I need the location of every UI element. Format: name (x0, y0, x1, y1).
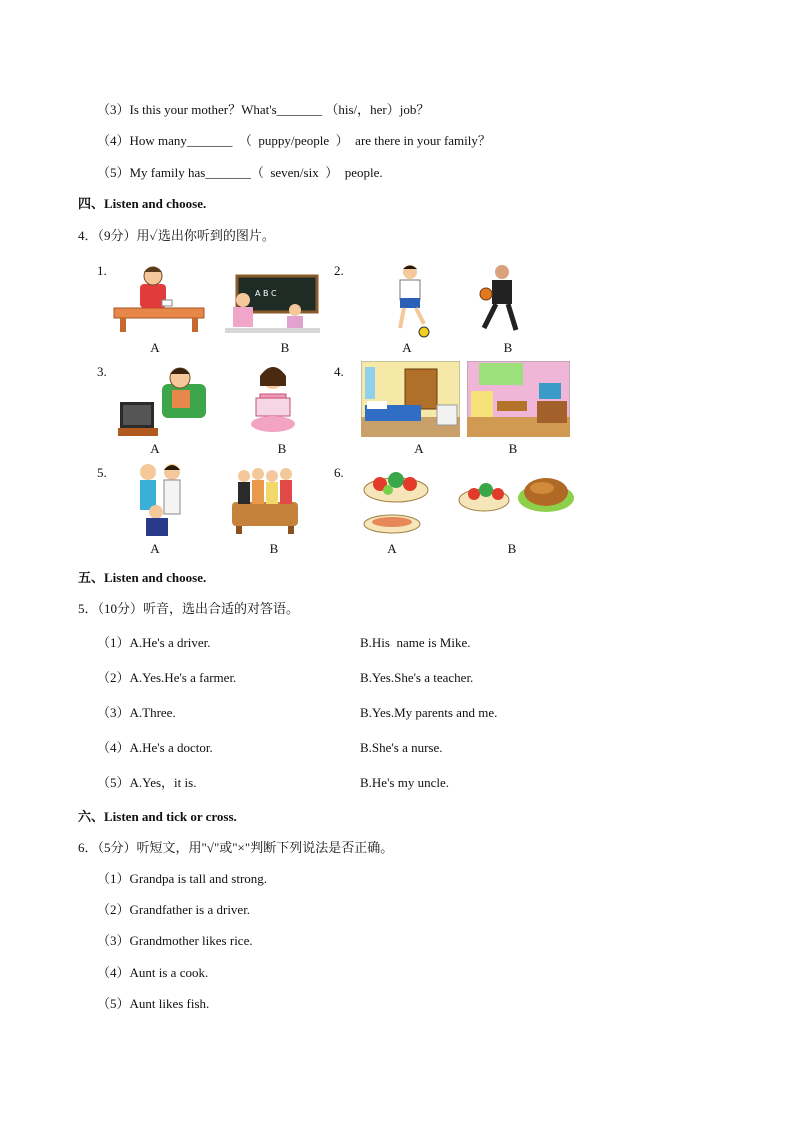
option-label-b[interactable]: B (277, 441, 287, 456)
choice-option-a[interactable]: （2）A.Yes.He's a farmer. (97, 670, 237, 685)
section-4-heading: 四、Listen and choose. (78, 196, 207, 211)
choice-option-a[interactable]: （3）A.Three. (97, 705, 176, 720)
vegetables-and-fish-icon[interactable] (360, 462, 434, 536)
option-label-b[interactable]: B (280, 340, 290, 355)
bedroom-icon[interactable] (361, 361, 460, 437)
option-label-b[interactable]: B (507, 541, 517, 556)
option-label-a[interactable]: A (150, 541, 160, 556)
big-family-on-sofa-icon[interactable] (230, 462, 300, 536)
question-number: 2. (334, 263, 344, 278)
choice-option-a[interactable]: （5）A.Yes，it is. (97, 775, 197, 790)
option-label-a[interactable]: A (414, 441, 424, 456)
option-label-b[interactable]: B (269, 541, 279, 556)
question-number: 5. (97, 465, 107, 480)
section-4-instruction: 4．（9分）用✓选出你听到的图片。 (78, 228, 275, 243)
choice-option-b[interactable]: B.She's a nurse. (360, 740, 443, 755)
question-number: 6. (334, 465, 344, 480)
statement-item: （5）Aunt likes fish. (97, 996, 210, 1011)
section-6-heading: 六、Listen and tick or cross. (78, 809, 237, 824)
boy-playing-football-icon[interactable] (388, 264, 432, 338)
option-label-a[interactable]: A (402, 340, 412, 355)
question-number: 4. (334, 364, 344, 379)
statement-item: （4）Aunt is a cook. (97, 965, 209, 980)
svg-text:A B C: A B C (255, 289, 277, 298)
section-6-instruction: 6．（5分）听短文，用"√"或"×"判断下列说法是否正确。 (78, 840, 394, 855)
choice-option-b[interactable]: B.Yes.She's a teacher. (360, 670, 474, 685)
living-room-icon[interactable] (467, 361, 570, 437)
choice-option-b[interactable]: B.His name is Mike. (360, 635, 471, 650)
section-5-instruction: 5．（10分）听音，选出合适的对答语。 (78, 601, 300, 616)
option-label-b[interactable]: B (503, 340, 513, 355)
question-number: 3. (97, 364, 107, 379)
choice-option-a[interactable]: （4）A.He's a doctor. (97, 740, 213, 755)
family-of-three-icon[interactable] (126, 462, 198, 538)
girl-reading-book-icon[interactable] (250, 364, 296, 434)
children-at-blackboard-icon[interactable] (225, 274, 320, 334)
salad-and-chicken-icon[interactable] (458, 470, 576, 516)
man-playing-basketball-icon[interactable] (474, 264, 522, 338)
person-cleaning-table-icon[interactable] (110, 262, 208, 334)
option-label-b[interactable]: B (508, 441, 518, 456)
choice-option-b[interactable]: B.Yes.My parents and me. (360, 705, 498, 720)
fill-blank-item-5: （5）My family has_______（ seven/six ） people. (97, 165, 383, 180)
choice-option-a[interactable]: （1）A.He's a driver. (97, 635, 211, 650)
statement-item: （2）Grandfather is a driver. (97, 902, 251, 917)
man-watching-tv-icon[interactable] (118, 362, 208, 438)
question-number: 1. (97, 263, 107, 278)
statement-item: （1）Grandpa is tall and strong. (97, 871, 268, 886)
statement-item: （3）Grandmother likes rice. (97, 933, 253, 948)
section-5-heading: 五、Listen and choose. (78, 570, 207, 585)
fill-blank-item-3: （3）Is this your mother？What's_______ （his/，her）job？ (97, 102, 430, 117)
option-label-a[interactable]: A (387, 541, 397, 556)
fill-blank-item-4: （4）How many_______ （ puppy/people ） are there in your family？ (97, 133, 491, 148)
option-label-a[interactable]: A (150, 441, 160, 456)
option-label-a[interactable]: A (150, 340, 160, 355)
choice-option-b[interactable]: B.He's my uncle. (360, 775, 449, 790)
